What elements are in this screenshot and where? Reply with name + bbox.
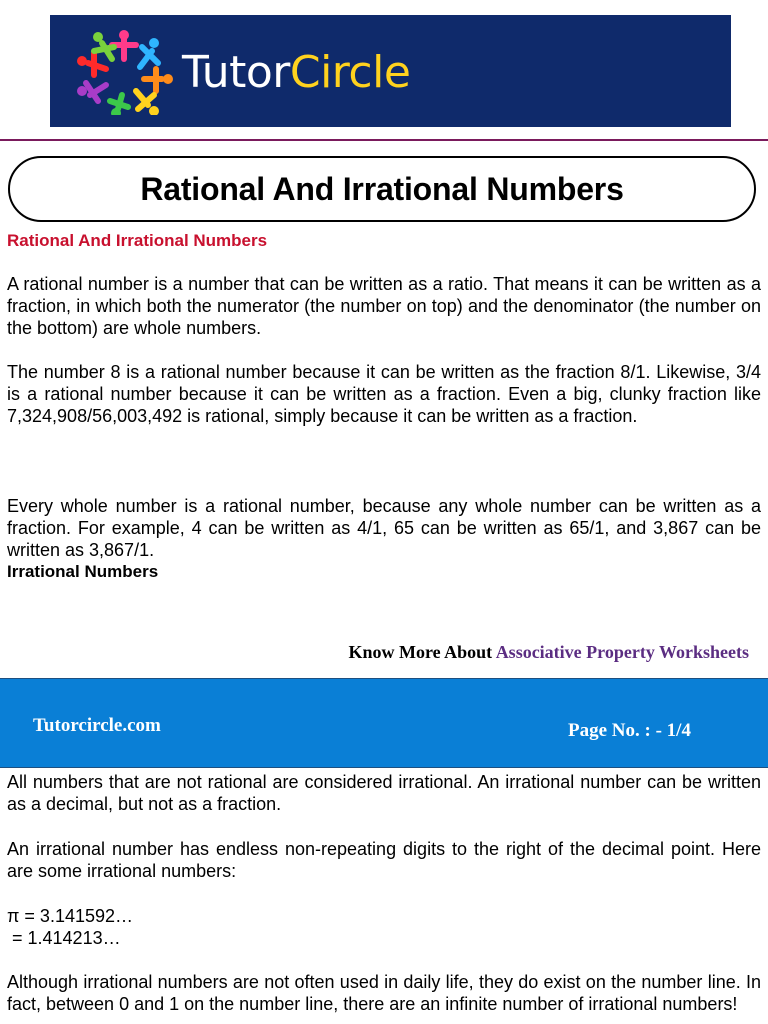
brand-part-1: Tutor [182, 47, 290, 98]
brand-wordmark [182, 47, 410, 99]
formula-pi: π = 3.141592… [7, 906, 134, 926]
know-more-link[interactable]: Associative Property Worksheets [495, 642, 749, 662]
paragraph: All numbers that are not rational are considered irrational. An irrational number can be written as a decimal, but not as a fraction. [7, 772, 761, 814]
paragraph: Every whole number is a rational number, because any whole number can be written as a fraction. For example, 4 can be written as 4/1, 65 can be written as 65/1, and 3,867 can be written as 3,867/1. [7, 496, 761, 560]
formula-sqrt2: = 1.414213… [7, 928, 121, 948]
know-more-line [349, 641, 750, 663]
people-circle-logo-icon [74, 29, 174, 115]
page-title: Rational And Irrational Numbers [140, 171, 624, 207]
section-heading-irrational: Irrational Numbers [7, 562, 159, 581]
footer-site: Tutorcircle.com [33, 715, 161, 736]
header-banner [50, 15, 731, 127]
section-heading-rational: Rational And Irrational Numbers [7, 231, 268, 250]
paragraph: Although irrational numbers are not often used in daily life, they do exist on the number line. In fact, between 0 and 1 on the number line, there are an infinite number of irrational numbers! [7, 972, 761, 1014]
know-more-prefix: Know More About [348, 642, 496, 662]
brand-part-2: Circle [289, 47, 411, 98]
page-footer [0, 678, 768, 768]
divider-line [0, 139, 768, 141]
paragraph: An irrational number has endless non-repeating digits to the right of the decimal point. Here are some irrational numbers: [7, 839, 761, 881]
footer-page-number: Page No. : - 1/4 [568, 720, 691, 741]
title-box [8, 156, 756, 222]
paragraph: The number 8 is a rational number because it can be written as the fraction 8/1. Likewise, 3/4 is a rational number because it can be written as a fraction. Even a big, clunky fraction like 7,324,908/56,003,492 is rational, simply because it can be written as a fraction. [7, 362, 761, 426]
paragraph: A rational number is a number that can be written as a ratio. That means it can be written as a fraction, in which both the numerator (the number on top) and the denominator (the number on the bottom) are whole numbers. [7, 274, 761, 338]
